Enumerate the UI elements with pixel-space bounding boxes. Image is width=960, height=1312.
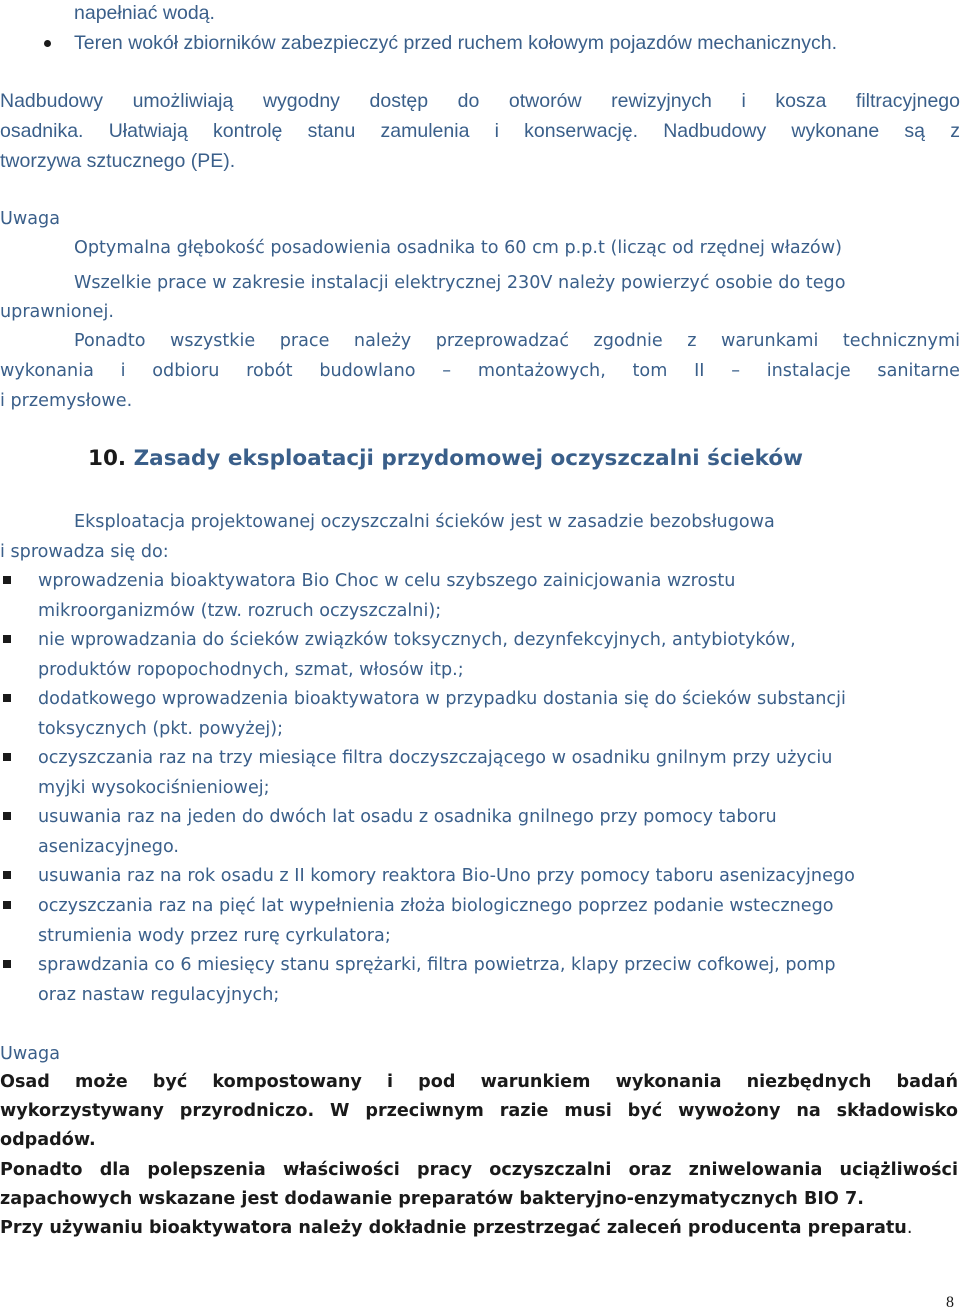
note-bold-line: zapachowych wskazane jest dodawanie preparatów bakteryjno-enzymatycznych BIO 7.: [0, 1189, 864, 1209]
list-item-line: nie wprowadzania do ścieków związków toksycznych, dezynfekcyjnych, antybiotyków,: [38, 630, 796, 650]
note-line: i przemysłowe.: [0, 391, 133, 411]
note-line: wykonania i odbioru robót budowlano – montażowych, tom II – instalacje sanitarne: [0, 361, 960, 381]
note-title: Uwaga: [0, 1044, 60, 1064]
list-item-line: sprawdzania co 6 miesięcy stanu sprężarki, filtra powietrza, klapy przeciw cofkowej, pomp: [38, 955, 836, 975]
bullet-square: [3, 694, 11, 702]
intro-line: Eksploatacja projektowanej oczyszczalni ścieków jest w zasadzie bezobsługowa: [74, 512, 775, 532]
paragraph-line: osadnika. Ułatwiają kontrolę stanu zamulenia i konserwację. Nadbudowy wykonane są z: [0, 120, 960, 142]
list-item-line: usuwania raz na rok osadu z II komory reaktora Bio-Uno przy pomocy taboru asenizacyjnego: [38, 866, 855, 886]
note-bold-line: Przy używaniu bioaktywatora należy dokładnie przestrzegać zaleceń producenta preparatu.: [0, 1218, 913, 1238]
list-item: [38, 684, 953, 744]
bullet-text: Teren wokół zbiorników zabezpieczyć przed ruchem kołowym pojazdów mechanicznych.: [74, 32, 838, 54]
list-item-line: oczyszczania raz na pięć lat wypełnienia złoża biologicznego poprzez podanie wstecznego: [38, 896, 834, 916]
bullet-square: [3, 576, 11, 584]
bullet-square: [3, 960, 11, 968]
bullet-square: [3, 812, 11, 820]
list-item-line: oczyszczania raz na trzy miesiące filtra doczyszczającego w osadniku gnilnym przy użyciu: [38, 748, 833, 768]
list-item-line: usuwania raz na jeden do dwóch lat osadu z osadnika gnilnego przy pomocy taboru: [38, 807, 777, 827]
list-item-line: mikroorganizmów (tzw. rozruch oczyszczalni);: [38, 601, 442, 621]
section-title: Zasady eksploatacji przydomowej oczyszczalni ścieków: [133, 446, 804, 471]
note-bold-line: Ponadto dla polepszenia właściwości pracy oczyszczalni oraz zniwelowania uciążliwości: [0, 1160, 958, 1180]
bullet-square: [3, 635, 11, 643]
note-bold-line: odpadów.: [0, 1130, 96, 1150]
bullet-square: [3, 901, 11, 909]
list-item-line: dodatkowego wprowadzenia bioaktywatora w przypadku dostania się do ścieków substancji: [38, 689, 846, 709]
bullet-square: [3, 871, 11, 879]
text-line: napełniać wodą.: [74, 2, 215, 24]
intro-line: i sprowadza się do:: [0, 542, 169, 562]
list-item-line: asenizacyjnego.: [38, 837, 179, 857]
page-number: 8: [946, 1294, 954, 1311]
list-item: [38, 802, 953, 862]
note-line: uprawnionej.: [0, 302, 114, 322]
list-item-line: oraz nastaw regulacyjnych;: [38, 985, 280, 1005]
note-bold-line: Osad może być kompostowany i pod warunkiem wykonania niezbędnych badań: [0, 1072, 958, 1092]
list-item: [38, 566, 953, 626]
note-bold-line: wykorzystywany przyrodniczo. W przeciwnym razie musi być wywożony na składowisko: [0, 1101, 958, 1121]
paragraph-line: Nadbudowy umożliwiają wygodny dostęp do otworów rewizyjnych i kosza filtracyjnego: [0, 90, 960, 112]
list-item: [38, 950, 953, 1010]
list-item-line: toksycznych (pkt. powyżej);: [38, 719, 284, 739]
list-item-line: strumienia wody przez rurę cyrkulatora;: [38, 926, 391, 946]
section-heading: [88, 446, 803, 471]
list-item: [38, 861, 953, 891]
list-item-line: myjki wysokociśnieniowej;: [38, 778, 270, 798]
list-item: [38, 743, 953, 803]
section-number: 10.: [88, 446, 127, 471]
note-line: Wszelkie prace w zakresie instalacji elektrycznej 230V należy powierzyć osobie do tego: [74, 273, 846, 293]
list-item-line: produktów ropopochodnych, szmat, włosów itp.;: [38, 660, 464, 680]
note-line: Optymalna głębokość posadowienia osadnika to 60 cm p.p.t (licząc od rzędnej włazów): [74, 238, 842, 258]
list-item-line: wprowadzenia bioaktywatora Bio Choc w celu szybszego zainicjowania wzrostu: [38, 571, 736, 591]
note-line: Ponadto wszystkie prace należy przeprowadzać zgodnie z warunkami technicznymi: [74, 331, 960, 351]
note-bold-text: Przy używaniu bioaktywatora należy dokładnie przestrzegać zaleceń producenta preparatu: [0, 1218, 907, 1238]
list-item: [38, 625, 953, 685]
paragraph-line: tworzywa sztucznego (PE).: [0, 150, 236, 172]
list-item: [38, 891, 953, 951]
bullet-square: [3, 753, 11, 761]
note-title: Uwaga: [0, 209, 60, 229]
bullet-dot: [44, 40, 51, 47]
